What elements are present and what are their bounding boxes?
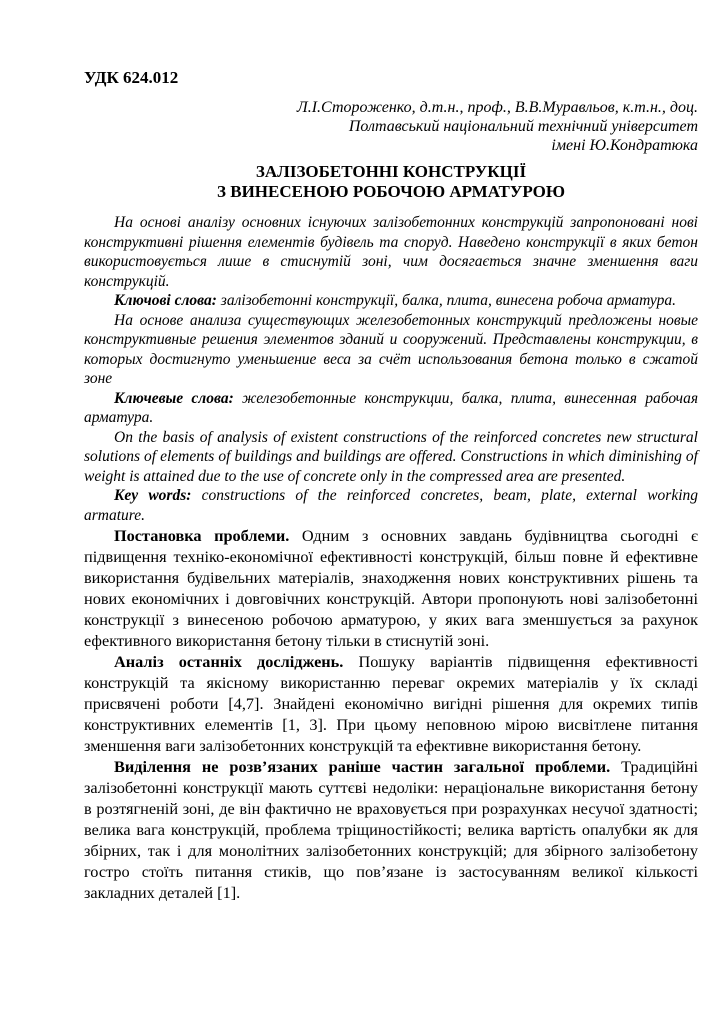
section-recent-research <box>84 651 698 756</box>
abstract-block-en <box>84 428 698 526</box>
keywords-en-label: Key words: <box>114 487 192 504</box>
section-unsolved-parts <box>84 756 698 903</box>
article-title-line2: З ВИНЕСЕНОЮ РОБОЧОЮ АРМАТУРОЮ <box>217 182 565 201</box>
article-title-line1: ЗАЛІЗОБЕТОННІ КОНСТРУКЦІЇ <box>255 162 527 181</box>
author-block <box>84 98 698 155</box>
section-heading: Аналіз останніх досліджень. <box>114 652 344 671</box>
keywords-en-list: constructions of the reinforced concretes, beam, plate, external working armature. <box>84 487 699 524</box>
section-problem-statement <box>84 525 698 651</box>
keywords-ru <box>84 389 698 428</box>
author-line: Л.І.Стороженко, д.т.н., проф., В.В.Муравльов, к.т.н., доц. <box>296 99 698 116</box>
keywords-uk <box>84 291 698 311</box>
udc-code: УДК 624.012 <box>84 68 179 87</box>
section-heading: Постановка проблеми. <box>114 526 290 545</box>
abstract-uk-text: На основі аналізу основних існуючих залізобетонних конструкцій запропоновані нові конструктивні рішення елементів будівель та споруд. Наведено конструкції в яких бетон використовується лише в стиснутій зоні, чим досягається значне зменшення ваги конструкцій. <box>84 214 698 290</box>
section-text: Традиційні залізобетонні конструкції мають суттєві недоліки: нераціональне використання бетону в розтягненій зоні, де він фактично не враховується при розрахунках несучої здатності; велика вага конструкцій, проблема тріщиностійкості; велика вартість опалубки як для збірних, так і для монолітних залізобетонних конструкцій; для збірного залізобетону гостро стоїть питання стиків, що пов’язане із застосуванням великої кількості закладних деталей [1]. <box>84 757 698 902</box>
keywords-uk-list: залізобетонні конструкції, балка, плита, винесена робоча арматура. <box>220 292 676 309</box>
article-title <box>84 162 698 202</box>
section-heading: Виділення не розв’язаних раніше частин загальної проблеми. <box>114 757 611 776</box>
keywords-ru-list: железобетонные конструкции, балка, плита, винесенная рабочая арматура. <box>84 389 699 426</box>
affiliation-line: імені Ю.Кондратюка <box>551 137 698 154</box>
abstract-block-ru <box>84 311 698 428</box>
keywords-en <box>84 486 698 525</box>
section-text: Одним з основних завдань будівництва сьогодні є підвищення техніко-економічної ефективності конструкцій, більш повне й ефективне використання будівельних матеріалів, знаходження нових конструктивних рішень та нових економічних і довговічних конструкцій. Автори пропонують нові залізобетонні конструкції з винесеною робочою арматурою, у яких вага зменшується за рахунок ефективного використання бетону тільки в стиснутій зоні. <box>84 526 698 650</box>
abstract-block-uk <box>84 213 698 311</box>
section-text: Пошуку варіантів підвищення ефективності конструкцій та якісному використанню переваг окремих матеріалів у їх складі присвячені роботи [4,7]. Знайдені економічно вигідні рішення для окремих типів конструктивних елементів [1, 3]. При цьому неповною мірою висвітлене питання зменшення ваги залізобетонних конструкцій та ефективне використання бетону. <box>84 652 698 755</box>
abstract-ru-text: На основе анализа существующих железобетонных конструкций предложены новые конструктивные решения элементов зданий и сооружений. Представлены конструкции, в которых достигнуто уменьшение веса за счёт использования бетона только в сжатой зоне <box>84 311 698 387</box>
abstract-en-text: On the basis of analysis of existent constructions of the reinforced concretes new structural solutions of elements of buildings and buildings are offered. Constructions in which diminishing of weight is attained due to the use of concrete only in the compressed area are presented. <box>84 428 698 485</box>
keywords-uk-label: Ключові слова: <box>114 292 217 309</box>
keywords-ru-label: Ключевые слова: <box>114 389 234 407</box>
affiliation-line: Полтавський національний технічний університет <box>348 118 698 135</box>
